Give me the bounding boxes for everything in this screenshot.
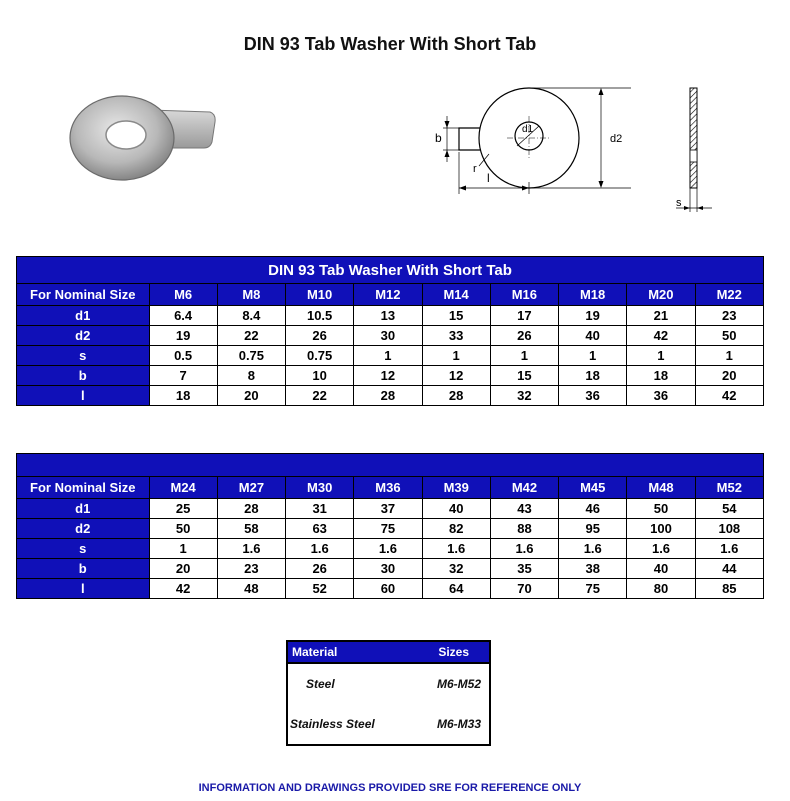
table-cell: 42	[149, 579, 217, 599]
table-cell: 42	[627, 326, 695, 346]
table-cell: 12	[354, 366, 422, 386]
table-cell: 0.75	[217, 346, 285, 366]
table-cell: 20	[149, 559, 217, 579]
label-d1: d1	[522, 124, 534, 135]
size-header: M39	[422, 477, 490, 499]
size-header: M6	[149, 284, 217, 306]
table-cell: 26	[286, 326, 354, 346]
row-label: d2	[17, 519, 150, 539]
table1-header-row	[17, 284, 764, 306]
table-cell: 15	[422, 306, 490, 326]
table-cell: 0.75	[286, 346, 354, 366]
material-sizes: M6-M33	[436, 717, 481, 731]
table-cell: 1	[354, 346, 422, 366]
table1-caption: DIN 93 Tab Washer With Short Tab	[17, 257, 764, 284]
table-cell: 10.5	[286, 306, 354, 326]
label-d2: d2	[610, 133, 623, 145]
table-cell: 108	[695, 519, 763, 539]
table-cell: 20	[695, 366, 764, 386]
size-header: M22	[695, 284, 764, 306]
table-cell: 18	[559, 366, 627, 386]
size-header: M8	[217, 284, 285, 306]
table-row	[17, 579, 764, 599]
table-cell: 25	[149, 499, 217, 519]
row-label: s	[17, 539, 150, 559]
table-cell: 23	[695, 306, 764, 326]
table-cell: 1.6	[354, 539, 422, 559]
table-cell: 44	[695, 559, 763, 579]
size-header: M27	[217, 477, 285, 499]
table-cell: 17	[490, 306, 558, 326]
size-header: M52	[695, 477, 763, 499]
table-cell: 22	[286, 386, 354, 406]
table-row	[17, 519, 764, 539]
row-label: l	[17, 579, 150, 599]
table-cell: 36	[627, 386, 695, 406]
row-label: s	[17, 346, 150, 366]
table2-header-row	[17, 477, 764, 499]
washer-photo	[60, 88, 220, 188]
table-cell: 80	[627, 579, 695, 599]
table-cell: 70	[490, 579, 558, 599]
table-cell: 32	[422, 559, 490, 579]
washer-side-view	[668, 80, 718, 220]
label-l: l	[487, 171, 490, 185]
table2-caption	[17, 454, 764, 477]
materials-table	[286, 640, 491, 746]
table-cell: 28	[422, 386, 490, 406]
table-cell: 21	[627, 306, 695, 326]
table-cell: 26	[286, 559, 354, 579]
table-cell: 1.6	[490, 539, 558, 559]
table-cell: 54	[695, 499, 763, 519]
table-cell: 19	[149, 326, 217, 346]
table-cell: 50	[695, 326, 764, 346]
table-cell: 7	[149, 366, 217, 386]
material-header: Material	[287, 641, 412, 663]
label-s: s	[676, 197, 682, 209]
size-header: M16	[490, 284, 558, 306]
table-cell: 100	[627, 519, 695, 539]
table-cell: 20	[217, 386, 285, 406]
table-cell: 1.6	[559, 539, 627, 559]
material-name: Stainless Steel	[290, 717, 375, 731]
table-cell: 12	[422, 366, 490, 386]
table-cell: 0.5	[149, 346, 217, 366]
size-header: M20	[627, 284, 695, 306]
header-label: For Nominal Size	[17, 284, 150, 306]
table-cell: 40	[422, 499, 490, 519]
table-cell: 1.6	[422, 539, 490, 559]
label-b: b	[435, 131, 442, 145]
size-header: M18	[559, 284, 627, 306]
table-cell: 18	[627, 366, 695, 386]
row-label: d2	[17, 326, 150, 346]
table-cell: 1	[490, 346, 558, 366]
table-cell: 52	[286, 579, 354, 599]
table-cell: 8.4	[217, 306, 285, 326]
table-cell: 75	[354, 519, 422, 539]
size-header: M10	[286, 284, 354, 306]
table-cell: 50	[627, 499, 695, 519]
row-label: d1	[17, 306, 150, 326]
table-cell: 36	[559, 386, 627, 406]
table-row	[287, 704, 490, 745]
table-cell: 42	[695, 386, 764, 406]
table-cell: 30	[354, 326, 422, 346]
size-header: M45	[559, 477, 627, 499]
size-header: M36	[354, 477, 422, 499]
table-row	[17, 326, 764, 346]
table-cell: 75	[559, 579, 627, 599]
table-cell: 1	[559, 346, 627, 366]
table-cell: 1.6	[695, 539, 763, 559]
table-cell: 38	[559, 559, 627, 579]
table-cell: 50	[149, 519, 217, 539]
table-cell: 58	[217, 519, 285, 539]
washer-drawing	[425, 76, 645, 206]
table-row	[17, 386, 764, 406]
table-cell: 6.4	[149, 306, 217, 326]
table-row	[287, 663, 490, 704]
table-cell: 1.6	[286, 539, 354, 559]
table-cell: 40	[559, 326, 627, 346]
table-cell: 88	[490, 519, 558, 539]
page-title: DIN 93 Tab Washer With Short Tab	[243, 34, 537, 54]
table-cell: 95	[559, 519, 627, 539]
table-cell: 37	[354, 499, 422, 519]
sizes-header: Sizes	[412, 641, 490, 663]
table-cell: 48	[217, 579, 285, 599]
table-cell: 64	[422, 579, 490, 599]
table-cell: 22	[217, 326, 285, 346]
table-cell: 1	[422, 346, 490, 366]
size-header: M30	[286, 477, 354, 499]
size-header: M24	[149, 477, 217, 499]
table-cell: 31	[286, 499, 354, 519]
size-header: M48	[627, 477, 695, 499]
size-header: M14	[422, 284, 490, 306]
table-cell: 33	[422, 326, 490, 346]
label-r: r	[473, 163, 477, 175]
table-cell: 28	[354, 386, 422, 406]
material-name: Steel	[306, 677, 335, 691]
table-cell: 35	[490, 559, 558, 579]
table-cell: 82	[422, 519, 490, 539]
table-cell: 60	[354, 579, 422, 599]
table-cell: 18	[149, 386, 217, 406]
table-cell: 19	[559, 306, 627, 326]
table-row	[17, 306, 764, 326]
table-cell: 43	[490, 499, 558, 519]
table-cell: 1	[149, 539, 217, 559]
table-cell: 23	[217, 559, 285, 579]
table-cell: 1.6	[627, 539, 695, 559]
footer-disclaimer: INFORMATION AND DRAWINGS PROVIDED SRE FOR REFERENCE ONLY	[198, 782, 582, 794]
table-cell: 85	[695, 579, 763, 599]
spec-table-1	[16, 256, 764, 406]
table-cell: 32	[490, 386, 558, 406]
table-cell: 26	[490, 326, 558, 346]
table-cell: 1	[627, 346, 695, 366]
material-sizes: M6-M52	[436, 677, 481, 691]
table-cell: 30	[354, 559, 422, 579]
table-cell: 63	[286, 519, 354, 539]
row-label: b	[17, 366, 150, 386]
table-cell: 8	[217, 366, 285, 386]
table-cell: 40	[627, 559, 695, 579]
table-row	[17, 559, 764, 579]
table-cell: 46	[559, 499, 627, 519]
table-cell: 13	[354, 306, 422, 326]
table-cell: 28	[217, 499, 285, 519]
spec-table-2	[16, 453, 764, 599]
table-row	[17, 499, 764, 519]
size-header: M42	[490, 477, 558, 499]
table-cell: 15	[490, 366, 558, 386]
table-cell: 1.6	[217, 539, 285, 559]
table-cell: 1	[695, 346, 764, 366]
header-label: For Nominal Size	[17, 477, 150, 499]
row-label: d1	[17, 499, 150, 519]
table-row	[17, 346, 764, 366]
table-cell: 10	[286, 366, 354, 386]
row-label: l	[17, 386, 150, 406]
row-label: b	[17, 559, 150, 579]
size-header: M12	[354, 284, 422, 306]
table-row	[17, 366, 764, 386]
table-row	[17, 539, 764, 559]
